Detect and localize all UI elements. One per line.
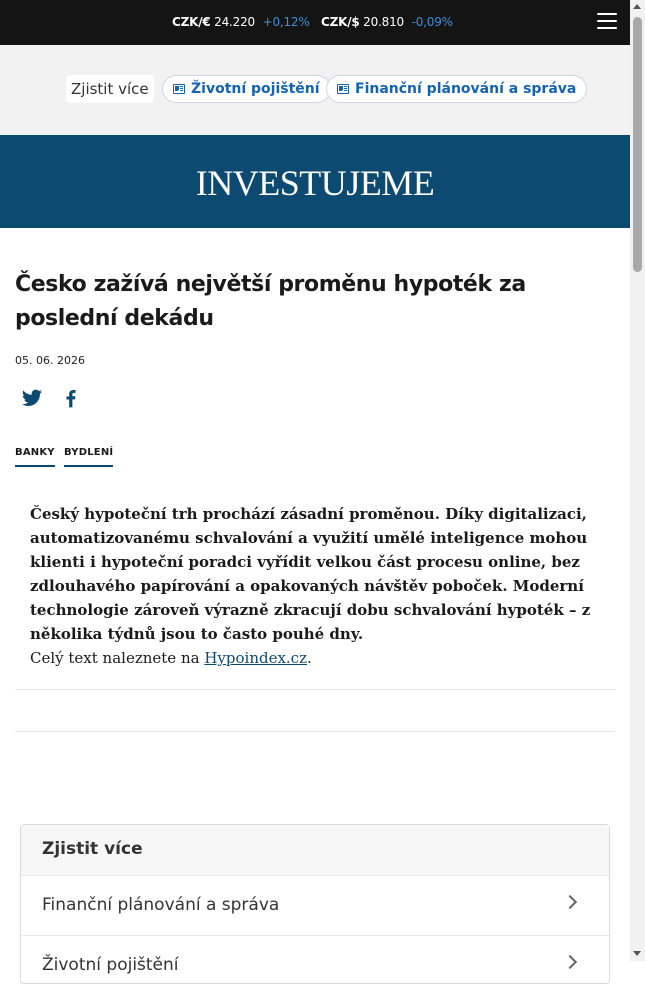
- ticker-usd-name: CZK/$: [321, 15, 360, 29]
- article-date: 05. 06. 2026: [15, 354, 85, 367]
- learn-more-heading: Zjistit více: [21, 825, 609, 875]
- ticker-eur-name: CZK/€: [172, 15, 211, 29]
- scroll-up-arrow-icon[interactable]: [633, 4, 641, 9]
- ticker-eur-change: +0,12%: [262, 15, 310, 29]
- learn-more-item-label: Životní pojištění: [42, 955, 179, 975]
- ticker-usd: [321, 15, 453, 29]
- learn-more-item-life-insurance[interactable]: [21, 935, 609, 995]
- ticker-eur: [172, 15, 310, 29]
- newspaper-icon: [337, 84, 349, 94]
- source-prefix: Celý text naleznete na: [30, 649, 205, 667]
- divider: [15, 689, 615, 690]
- ticker-eur-value: 24.220: [214, 15, 255, 29]
- article-body: [30, 502, 600, 670]
- source-link[interactable]: Hypoindex.cz: [204, 649, 307, 667]
- brand-banner: [0, 135, 630, 228]
- currency-ticker-bar: [0, 0, 630, 45]
- topic-pill-financial-planning[interactable]: [326, 75, 587, 103]
- site-logo[interactable]: INVESTUJEME: [195, 163, 435, 203]
- scroll-thumb[interactable]: [633, 17, 642, 272]
- twitter-icon[interactable]: [21, 387, 45, 411]
- newspaper-icon: [173, 84, 185, 94]
- chevron-right-icon: [563, 895, 577, 909]
- topic-pill-label: Finanční plánování a správa: [355, 81, 577, 97]
- article-lead: Český hypoteční trh prochází zásadní proměnou. Díky digitalizaci, automatizovanému schvalování a využití umělé inteligence mohou klienti i hypoteční poradci vyřídit velkou část procesu online, bez zdlouhavého papírování a opakovaných návštěv poboček. Moderní technologie zároveň výrazně zkracují dobu schvalování hypoték – z několika týdnů jsou to často pouhé dny.: [30, 505, 591, 643]
- tag-bydleni[interactable]: BYDLENÍ: [64, 447, 113, 467]
- topics-label: Zjistit více: [66, 75, 154, 103]
- ticker-usd-value: 20.810: [363, 15, 404, 29]
- ticker-usd-change: -0,09%: [411, 15, 453, 29]
- scroll-down-arrow-icon[interactable]: [633, 951, 641, 956]
- article-source: [30, 646, 600, 670]
- learn-more-box: [20, 824, 610, 984]
- topic-pill-life-insurance[interactable]: [162, 75, 331, 103]
- learn-more-item-label: Finanční plánování a správa: [42, 895, 280, 915]
- hamburger-icon[interactable]: [597, 13, 617, 31]
- chevron-right-icon: [563, 955, 577, 969]
- tag-banky[interactable]: BANKY: [15, 447, 55, 467]
- article-title: Česko zažívá největší proměnu hypoték za poslední dekádu: [15, 272, 526, 331]
- divider: [15, 731, 615, 732]
- source-suffix: .: [306, 649, 312, 667]
- facebook-icon[interactable]: [60, 387, 84, 411]
- page-scrollbar[interactable]: [630, 0, 645, 961]
- learn-more-item-financial-planning[interactable]: [21, 875, 609, 935]
- topic-bar: [0, 45, 630, 135]
- topic-pill-label: Životní pojištění: [191, 81, 320, 97]
